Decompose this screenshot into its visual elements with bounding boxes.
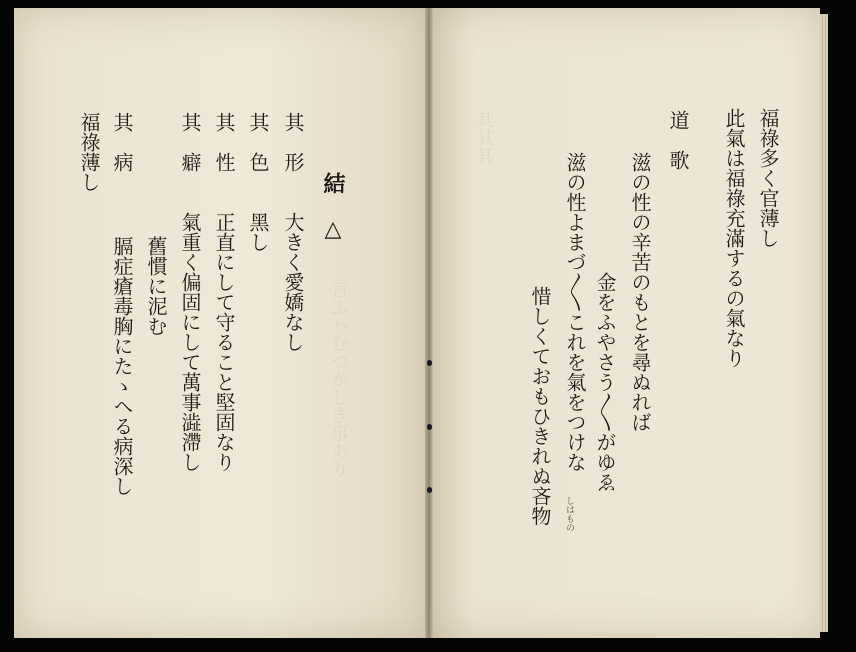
poem-line-3: 滋の性よまづ〳〵これを氣をつけな [563,152,587,472]
book-gutter [425,8,433,638]
show-through: 其其其 [473,110,494,164]
binding-hole [427,487,432,493]
form-label: 其 形 [281,112,305,172]
color-text: 黑し [246,212,270,252]
page-edges [820,14,828,632]
poem-line-2: 金をふやさう〳〵がゆゑ [593,272,617,492]
habit-label: 其 癖 [178,112,202,172]
qi-description: 此氣は福祿充滿するの氣なり [722,108,746,368]
binding-hole [427,360,432,366]
show-through: 言ふハむつかしき事あり [328,280,349,478]
poem-line-1: 滋の性の辛苦のもとを尋ぬれば [628,152,652,432]
fortune-heading: 福祿多く官薄し [756,108,780,248]
fortune-text: 福祿薄し [77,112,101,192]
color-label: 其 色 [246,112,270,172]
nature-text: 正直にして守ること堅固なり [212,212,236,472]
illness-label: 其 病 [110,112,134,172]
habit-text: 氣重く偏固にして萬事澁滯し [178,212,202,472]
poem-line-4: 惜しくておもひきれぬ吝物 [528,286,552,526]
section-heading: 結 △ [320,172,346,242]
nature-label: 其 性 [212,112,236,172]
doka-heading: 道 歌 [666,110,690,170]
ruby-annotation: しはもの [564,496,574,532]
form-text: 大きく愛嬌なし [281,212,305,352]
illness-text: 膈症瘡毒胸にたゝへる病深し [110,236,134,496]
binding-hole [427,424,432,430]
habit-text-continued: 舊慣に泥む [144,236,168,336]
